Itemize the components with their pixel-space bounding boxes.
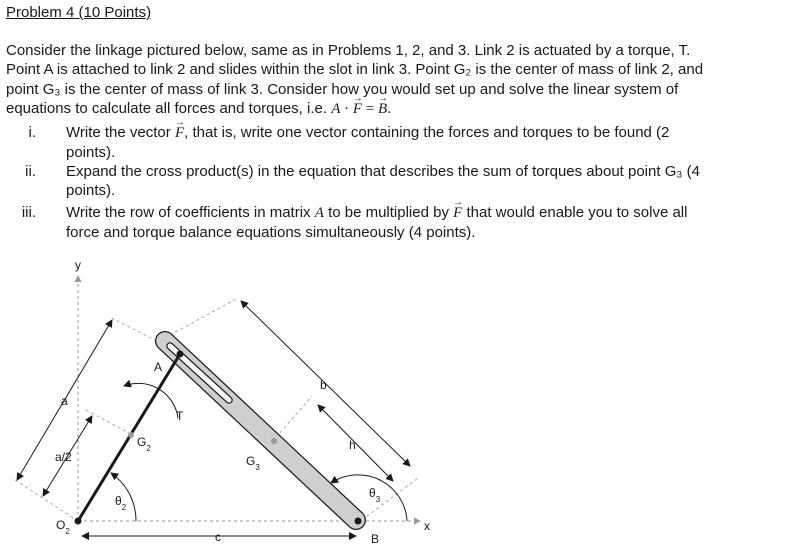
g2-label: [137, 435, 151, 453]
item-2-line-2: points).: [66, 182, 116, 200]
g3-main: G: [246, 454, 256, 468]
item-2-line-1: Expand the cross product(s) in the equation that describes the sum of torques about point G₃ (4: [66, 163, 700, 180]
theta2-sub: 2: [121, 503, 127, 512]
point-o2-label: [56, 518, 70, 536]
link-2: [78, 354, 180, 521]
dimension-c-label: c: [215, 530, 221, 544]
item-1-line-1: [66, 123, 776, 143]
g2-sub: 2: [146, 444, 151, 453]
item-3-after: that would enable you to solve all: [466, 204, 688, 221]
item-3-vector-f: F →: [453, 204, 462, 223]
dimension-a-half-label: a/2: [55, 450, 72, 464]
point-a-label: A: [154, 360, 163, 374]
point-o2-pin: [75, 518, 82, 525]
item-numeral: ii.: [25, 163, 36, 180]
x-axis-label: x: [424, 519, 430, 533]
equation: [331, 101, 391, 117]
theta3-main: θ: [369, 486, 376, 500]
torque-label: T: [176, 409, 184, 423]
eq-matrix-a: A: [331, 100, 341, 117]
link-3: [165, 341, 356, 520]
g3-dot: [271, 438, 277, 444]
y-axis-label: y: [75, 258, 81, 272]
problem-title: Problem 4 (10 Points): [6, 4, 152, 21]
point-b-label: B: [371, 532, 380, 546]
intro-line-3: point G₃ is the center of mass of link 3. Consider how you would set up and solve the linear system of: [6, 80, 679, 98]
point-a-pin: [177, 351, 184, 358]
dimension-guides: [12, 298, 418, 521]
item-text: [66, 203, 776, 243]
o2-sub: 2: [65, 527, 70, 536]
item-3-before: Write the row of coefficients in matrix: [66, 204, 311, 221]
o2-main: O: [56, 518, 66, 532]
item-text: [66, 162, 776, 201]
theta2-label: [115, 494, 127, 512]
intro-line-4-text: equations to calculate all forces and torques, i.e.: [6, 99, 328, 117]
item-1-line-2: points).: [66, 144, 116, 162]
theta2-main: θ: [115, 494, 122, 508]
g3-sub: 3: [255, 463, 260, 472]
item-3-line-1: [66, 203, 776, 223]
eq-period: .: [387, 100, 391, 117]
eq-vector-f: F →: [353, 100, 362, 119]
item-text: [66, 123, 776, 163]
theta3-label: [369, 486, 381, 504]
point-b-pin: [355, 518, 362, 525]
eq-vector-b: B →: [378, 100, 387, 119]
item-1-before: Write the vector: [66, 124, 171, 141]
item-numeral: i.: [28, 124, 36, 141]
dimension-b-label: b: [320, 378, 327, 392]
item-1-vector-f: F →: [175, 124, 184, 143]
intro-line-4: [6, 99, 790, 119]
dimension-a-label: a: [61, 394, 68, 408]
item-3-line-2: force and torque balance equations simultaneously (4 points).: [66, 224, 476, 242]
g2-main: G: [137, 435, 147, 449]
item-numeral: iii.: [21, 204, 36, 221]
g2-dot: [128, 432, 134, 438]
linkage-diagram: [0, 255, 793, 546]
eq-equals: =: [362, 100, 379, 117]
item-3-matrix-a: A: [314, 205, 324, 221]
intro-line-1: Consider the linkage pictured below, same as in Problems 1, 2, and 3. Link 2 is actuated by a torque, T.: [6, 42, 691, 59]
eq-dot: ·: [340, 100, 353, 117]
theta3-sub: 3: [375, 495, 381, 504]
dimension-h-label: h: [349, 438, 356, 452]
g3-label: [246, 454, 260, 472]
item-1-after: , that is, write one vector containing the forces and torques to be found (2: [184, 124, 670, 141]
problem-intro: [6, 41, 790, 119]
intro-line-2: Point A is attached to link 2 and slides within the slot in link 3. Point G₂ is the center of mass of link 2, and: [6, 61, 704, 79]
item-3-middle: to be multiplied by: [328, 204, 449, 221]
